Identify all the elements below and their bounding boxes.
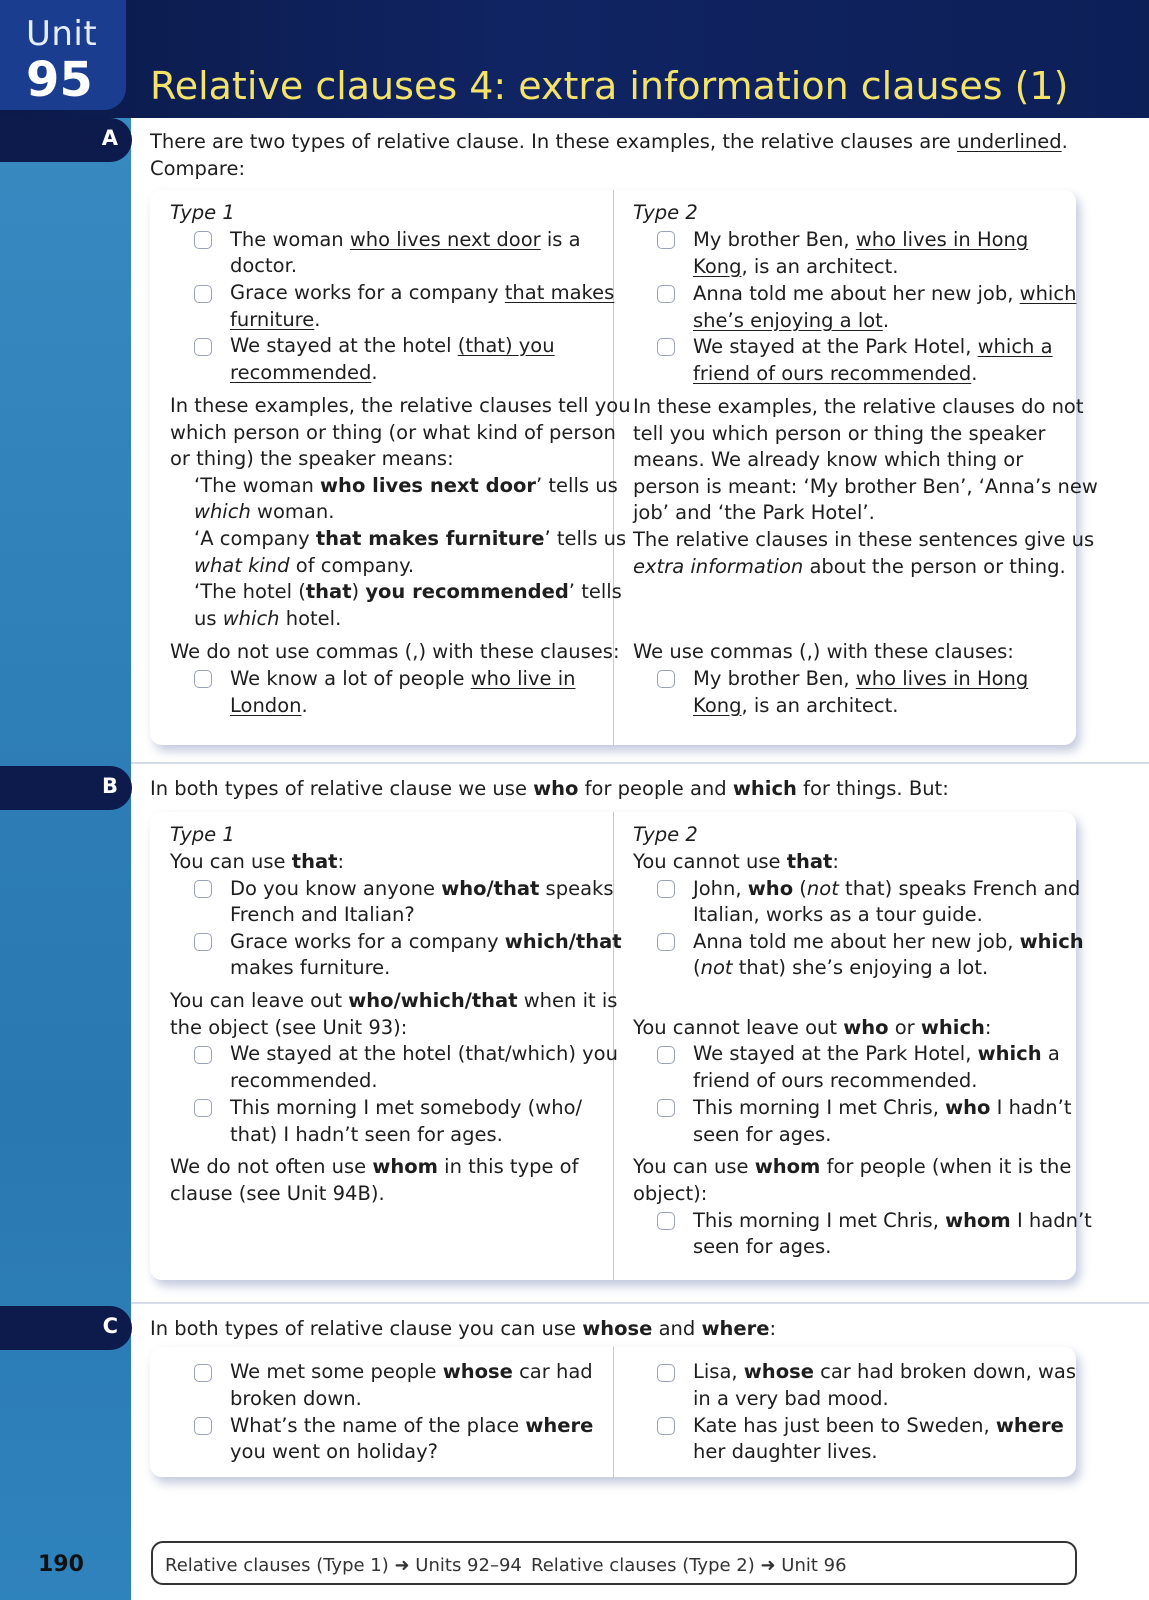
example-line	[693, 955, 988, 982]
rule-line	[633, 1015, 991, 1042]
underlined-clause: recommended	[230, 361, 372, 384]
underlined-clause: who live in	[470, 667, 576, 690]
bold-text: which	[977, 1042, 1042, 1065]
text: .	[971, 362, 978, 385]
example-bullet	[657, 1046, 675, 1064]
example-line: friend of ours recommended.	[693, 1069, 978, 1092]
quote-line	[194, 499, 334, 526]
bold-text: who/which/that	[348, 989, 518, 1012]
example-line	[693, 876, 1080, 903]
rule-line: clause (see Unit 94B).	[170, 1182, 385, 1205]
explanation-line: In these examples, the relative clauses do not	[633, 395, 1084, 418]
section-c-panel	[150, 1347, 1076, 1477]
example-line	[693, 361, 977, 388]
example-bullet	[657, 338, 675, 356]
explanation-line: which person or thing (or what kind of person	[170, 421, 616, 444]
example-line	[693, 308, 889, 335]
text: This morning I met Chris,	[693, 1096, 946, 1119]
text: I hadn’t	[990, 1096, 1072, 1119]
example-line	[693, 281, 1076, 308]
type1-label: Type 1	[170, 823, 235, 846]
example-line	[230, 333, 555, 360]
example-bullet	[657, 1417, 675, 1435]
text: for things. But:	[796, 777, 949, 800]
bold-text: whom	[372, 1155, 438, 1178]
bold-text: where	[701, 1317, 770, 1340]
text: This morning I met Chris,	[693, 1209, 946, 1232]
section-letter-b: B	[101, 774, 118, 798]
text: in this type of	[437, 1155, 579, 1178]
text: We stayed at the hotel	[230, 334, 458, 357]
example-line	[230, 929, 622, 956]
text: and	[652, 1317, 702, 1340]
bold-text: where	[525, 1414, 594, 1437]
example-line: seen for ages.	[693, 1123, 832, 1146]
section-a-intro	[150, 128, 1068, 155]
text: You can leave out	[170, 989, 349, 1012]
text: when it is	[517, 989, 618, 1012]
section-tab-b	[0, 766, 132, 810]
bold-text: where	[995, 1414, 1064, 1437]
text: .	[301, 694, 308, 717]
example-line	[693, 1041, 1060, 1068]
bold-text: who	[747, 877, 794, 900]
bold-text: who/that	[441, 877, 540, 900]
arrow-right-icon: ➜	[760, 1555, 776, 1576]
example-line	[693, 693, 898, 720]
unit-badge	[0, 0, 126, 110]
text: Anna told me about her new job,	[693, 930, 1020, 953]
link-target: Units 92–94	[409, 1555, 522, 1576]
text: ’ tells us	[536, 474, 618, 497]
example-line	[230, 666, 576, 693]
text: ’ tells	[568, 580, 622, 603]
text: :	[769, 1317, 777, 1340]
example-line	[693, 1359, 1076, 1386]
link-target: Unit 96	[775, 1555, 847, 1576]
type2-label: Type 2	[633, 823, 698, 846]
section-letter-c: C	[102, 1314, 118, 1338]
underlined-clause: she’s enjoying a lot	[693, 309, 883, 332]
type1-label: Type 1	[170, 201, 235, 224]
example-line	[230, 1359, 593, 1386]
example-line: doctor.	[230, 254, 298, 277]
commas-rule: We do not use commas (,) with these clauses:	[170, 640, 620, 663]
text: , is an architect.	[741, 694, 899, 717]
underlined-clause: Kong	[693, 694, 742, 717]
underlined-clause: who lives in Hong	[855, 228, 1029, 251]
italic-text: which	[194, 500, 251, 523]
explanation-line	[633, 554, 1066, 581]
rule-line	[633, 1154, 1071, 1181]
text: In both types of relative clause you can use	[150, 1317, 583, 1340]
text: of company.	[289, 554, 415, 577]
example-bullet	[657, 880, 675, 898]
example-line	[230, 227, 581, 254]
example-bullet	[657, 670, 675, 688]
text: ’ tells us	[544, 527, 627, 550]
text: We do not often use	[170, 1155, 373, 1178]
section-b-panel	[150, 812, 1092, 1280]
intro-text: There are two types of relative clause. In these examples, the relative clauses are	[150, 130, 957, 153]
bold-text: whose	[743, 1360, 814, 1383]
bold-text: that	[786, 850, 833, 873]
text: Relative clauses (Type 2)	[531, 1555, 761, 1576]
text: Grace works for a company	[230, 930, 505, 953]
text: You cannot leave out	[633, 1016, 844, 1039]
rule-line	[170, 1154, 578, 1181]
explanation-line: tell you which person or thing the speaker	[633, 422, 1046, 445]
text: We know a lot of people	[230, 667, 471, 690]
example-bullet	[194, 1046, 212, 1064]
example-line	[230, 307, 320, 334]
example-bullet	[194, 285, 212, 303]
section-tab-a	[0, 118, 132, 162]
section-divider	[131, 1302, 1149, 1304]
rule-line	[170, 849, 344, 876]
cross-reference-link-type1[interactable]	[165, 1553, 522, 1580]
text: Kate has just been to Sweden,	[693, 1414, 996, 1437]
text: :	[984, 1016, 992, 1039]
rule-line: the object (see Unit 93):	[170, 1016, 408, 1039]
text: Relative clauses (Type 1)	[165, 1555, 395, 1576]
text: .	[314, 308, 321, 331]
text: , is an architect.	[741, 255, 899, 278]
bold-text: whom	[945, 1209, 1011, 1232]
example-line	[230, 693, 308, 720]
text: or	[888, 1016, 921, 1039]
text: Lisa,	[693, 1360, 744, 1383]
italic-text: not	[806, 877, 839, 900]
bold-text: which	[920, 1016, 985, 1039]
text: car had	[512, 1360, 593, 1383]
cross-reference-box	[151, 1541, 1077, 1585]
text: .	[882, 309, 890, 332]
rule-line	[633, 849, 839, 876]
bold-text: whose	[442, 1360, 513, 1383]
example-bullet	[657, 1364, 675, 1382]
bold-text: that makes furniture	[315, 527, 545, 550]
italic-text: extra information	[633, 555, 804, 578]
text: You cannot use	[633, 850, 787, 873]
text: speaks	[539, 877, 614, 900]
cross-reference-link-type2[interactable]	[531, 1553, 847, 1580]
bold-text: that	[305, 580, 352, 603]
underlined-clause: which	[1019, 282, 1077, 305]
text: :	[337, 850, 345, 873]
text: We stayed at the Park Hotel,	[693, 1042, 978, 1065]
text: about the person or thing.	[803, 555, 1066, 578]
section-letter-a: A	[101, 126, 118, 150]
explanation-line: means. We already know which thing or	[633, 448, 1024, 471]
bold-text: whom	[754, 1155, 821, 1178]
text: In both types of relative clause we use	[150, 777, 534, 800]
example-line	[693, 334, 1053, 361]
example-line: you went on holiday?	[230, 1440, 439, 1463]
example-line: makes furniture.	[230, 956, 391, 979]
example-line: that) I hadn’t seen for ages.	[230, 1123, 503, 1146]
example-line	[693, 1208, 1092, 1235]
example-bullet	[194, 1099, 212, 1117]
example-bullet	[194, 670, 212, 688]
example-line: Italian, works as a tour guide.	[693, 903, 983, 926]
example-line	[230, 876, 613, 903]
quote-line	[194, 473, 618, 500]
text: is a	[540, 228, 581, 251]
page-title: Relative clauses 4: extra information clauses (1)	[150, 64, 1069, 108]
underlined-clause: (that) you	[457, 334, 555, 357]
bold-text: who	[533, 777, 579, 800]
underlined-clause: friend of ours recommended	[693, 362, 972, 385]
unit-number: 95	[26, 52, 93, 108]
text: My brother Ben,	[693, 667, 856, 690]
bold-text: whose	[582, 1317, 653, 1340]
example-line	[230, 280, 614, 307]
bold-text: you recommended	[365, 580, 569, 603]
panel-divider	[613, 1347, 614, 1477]
example-line	[693, 929, 1084, 956]
example-bullet	[194, 880, 212, 898]
text: My brother Ben,	[693, 228, 856, 251]
text: .	[371, 361, 378, 384]
underlined-clause: which a	[977, 335, 1053, 358]
bold-text: who	[843, 1016, 889, 1039]
quote-line	[194, 606, 341, 633]
example-line: French and Italian?	[230, 903, 415, 926]
quote-line	[194, 553, 414, 580]
explanation-line: The relative clauses in these sentences give us	[633, 528, 1095, 551]
quote-line	[194, 579, 622, 606]
italic-text: which	[222, 607, 280, 630]
type2-label: Type 2	[633, 201, 698, 224]
underlined-clause: London	[230, 694, 302, 717]
example-line	[693, 666, 1028, 693]
example-bullet	[657, 1099, 675, 1117]
section-c-intro	[150, 1315, 776, 1342]
explanation-line: or thing) the speaker means:	[170, 447, 454, 470]
example-line	[230, 360, 378, 387]
text: John,	[693, 877, 748, 900]
underlined-clause: furniture	[230, 308, 315, 331]
text: :	[832, 850, 839, 873]
explanation-line: In these examples, the relative clauses tell you	[170, 394, 631, 417]
text: for people (when it is the	[820, 1155, 1072, 1178]
section-a-panel	[150, 190, 1098, 745]
example-line: seen for ages.	[693, 1235, 832, 1258]
text: Anna told me about her new job,	[693, 282, 1020, 305]
underlined-clause: Kong	[693, 255, 742, 278]
example-line: This morning I met somebody (who/	[230, 1096, 583, 1119]
text: for people and	[578, 777, 733, 800]
text: What’s the name of the place	[230, 1414, 526, 1437]
section-a-intro-compare: Compare:	[150, 157, 246, 180]
example-bullet	[194, 1364, 212, 1382]
example-bullet	[194, 338, 212, 356]
example-line	[693, 1095, 1071, 1122]
underlined-clause: that makes	[504, 281, 615, 304]
text: us	[194, 607, 223, 630]
intro-text: .	[1061, 130, 1068, 153]
example-line	[230, 1413, 593, 1440]
example-line: We stayed at the hotel (that/which) you	[230, 1042, 618, 1065]
bold-text: that	[291, 850, 338, 873]
text: (	[793, 877, 807, 900]
example-bullet	[194, 1417, 212, 1435]
text: I hadn’t	[1010, 1209, 1092, 1232]
text: )	[351, 580, 366, 603]
explanation-line: person is meant: ‘My brother Ben’, ‘Anna’s new	[633, 475, 1098, 498]
section-b-intro	[150, 775, 949, 802]
example-bullet	[657, 933, 675, 951]
example-bullet	[657, 231, 675, 249]
section-tab-c	[0, 1306, 132, 1350]
example-line: broken down.	[230, 1387, 362, 1410]
rule-line: object):	[633, 1182, 708, 1205]
example-line: in a very bad mood.	[693, 1387, 889, 1410]
example-line	[693, 254, 898, 281]
bold-text: which	[1019, 930, 1084, 953]
example-line: recommended.	[230, 1069, 378, 1092]
bold-text: which	[732, 777, 797, 800]
page-number: 190	[38, 1552, 84, 1577]
text: We stayed at the Park Hotel,	[693, 335, 978, 358]
bold-text: who lives next door	[320, 474, 536, 497]
quote-line	[194, 526, 626, 553]
text: car had broken down, was	[813, 1360, 1077, 1383]
text: ‘A company	[194, 527, 316, 550]
example-bullet	[194, 231, 212, 249]
unit-label: Unit	[26, 14, 98, 54]
text: You can use	[170, 850, 292, 873]
intro-underlined: underlined	[956, 130, 1062, 153]
text: woman.	[250, 500, 335, 523]
example-line	[693, 1413, 1064, 1440]
arrow-right-icon: ➜	[394, 1555, 410, 1576]
example-bullet	[657, 1212, 675, 1230]
text: ‘The hotel (	[194, 580, 306, 603]
explanation-line: job’ and ‘the Park Hotel’.	[633, 501, 875, 524]
example-bullet	[657, 285, 675, 303]
underlined-clause: who lives next door	[349, 228, 541, 251]
text: We met some people	[230, 1360, 443, 1383]
example-line: her daughter lives.	[693, 1440, 878, 1463]
text: a	[1041, 1042, 1060, 1065]
underlined-clause: who lives in Hong	[855, 667, 1029, 690]
text: Grace works for a company	[230, 281, 505, 304]
rule-line	[170, 988, 617, 1015]
example-bullet	[194, 933, 212, 951]
text: that) speaks French and	[838, 877, 1081, 900]
text: Do you know anyone	[230, 877, 442, 900]
italic-text: not	[700, 956, 733, 979]
italic-text: what kind	[194, 554, 290, 577]
text: You can use	[633, 1155, 755, 1178]
text: that) she’s enjoying a lot.	[732, 956, 989, 979]
commas-rule: We use commas (,) with these clauses:	[633, 640, 1014, 663]
text: ‘The woman	[194, 474, 321, 497]
text: (	[693, 956, 701, 979]
bold-text: who	[945, 1096, 991, 1119]
text: hotel.	[279, 607, 342, 630]
bold-text: which/that	[504, 930, 622, 953]
text: The woman	[230, 228, 350, 251]
example-line	[693, 227, 1028, 254]
section-divider	[131, 762, 1149, 764]
